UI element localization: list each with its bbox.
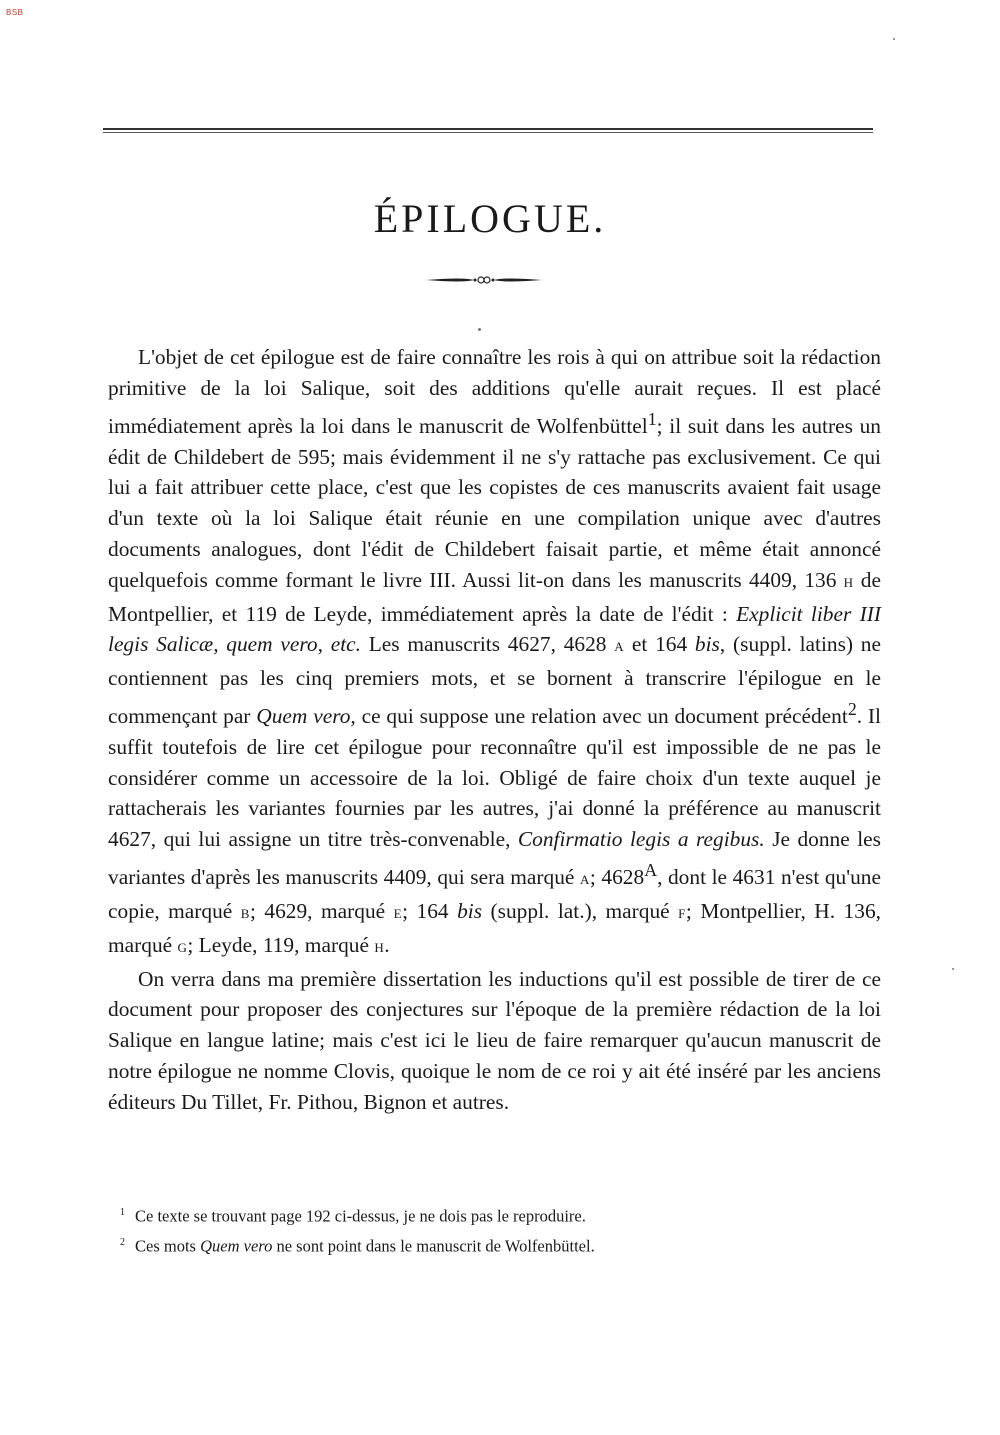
italic-text: Quem vero, (256, 704, 356, 729)
manuscript-siglum: A (579, 872, 590, 888)
text-run: . (384, 932, 390, 957)
footnotes (120, 1200, 820, 1259)
paper-speck (478, 328, 481, 331)
footnote (120, 1200, 820, 1230)
footnote-ref: A (644, 860, 658, 880)
text-run: ; Montpellier, H. 136, marqué (108, 898, 881, 957)
body-paragraph (108, 342, 881, 964)
header-rule-thick (103, 128, 873, 130)
italic-text: bis (694, 632, 720, 657)
text-run: ; Leyde, 119, marqué (187, 932, 375, 957)
text-run: On verra dans ma première dissertation les inductions qu'il est possible de tirer de ce document pour proposer des conjectures sur l'époque de la première rédaction de la loi Salique en langue latine; mais c'est ici le lieu de faire remarquer qu'aucun manuscrit de notre épilogue ne nomme Clovis, quoique le nom de ce roi y ait été inséré par les anciens éditeurs Du Tillet, Fr. Pithou, Bignon et autres. (108, 966, 881, 1114)
footnote-mark: 2 (120, 1236, 125, 1248)
text-run: ; 4628 (589, 865, 645, 890)
manuscript-siglum: E (393, 905, 403, 921)
library-watermark: BSB (6, 8, 24, 17)
italic-text: bis (457, 898, 483, 923)
italic-text: Explicit liber III legis Salicæ, quem vero, etc. (108, 601, 881, 657)
manuscript-siglum: F (678, 905, 686, 921)
italic-text: Confirmatio legis a regibus. (517, 827, 765, 852)
text-run: ; il suit dans les autres un édit de Childebert de 595; mais évidemment il ne s'y rattache pas exclusivement. Ce qui lui a fait attribuer cette place, c'est que les copistes de ces manuscrits avaient fait usage d'un texte où la loi Salique était réunie en une compilation unique avec d'autres documents analogues, dont l'édit de Childebert faisait partie, et même était annoncé quelquefois comme formant le livre III. Aussi lit-on dans les manuscrits 4409, 136 (108, 413, 881, 592)
text-run: ce qui suppose une relation avec un document précédent (355, 704, 848, 729)
footnote-ref: 1 (647, 408, 657, 429)
footnote (120, 1230, 820, 1260)
text-run: L'objet de cet épilogue est de faire connaître les rois à qui on attribue soit la rédaction primitive de la loi Salique, soit des additions qu'elle aurait reçues. Il est placé immédiatement après la loi dans le manuscrit de Wolfenbüttel (108, 345, 881, 438)
body-paragraph (108, 964, 881, 1118)
text-run: Je donne les variantes d'après les manuscrits 4409, qui sera marqué (108, 827, 881, 890)
ornament-divider (424, 272, 544, 288)
paper-speck (893, 38, 895, 40)
text-run: Ce texte se trouvant page 192 ci-dessus, je ne dois pas le reproduire. (135, 1206, 586, 1226)
text-run: Les manuscrits 4627, 4628 (360, 632, 615, 657)
text-run: (suppl. lat.), marqué (482, 898, 679, 923)
page-title: ÉPILOGUE. (373, 196, 607, 241)
header-rule-thin (103, 132, 873, 133)
manuscript-siglum: G (177, 939, 188, 955)
main-text (108, 342, 881, 1118)
text-run: ; 164 (402, 898, 458, 923)
text-run: et 164 (624, 632, 695, 657)
footnote-ref: 2 (847, 698, 857, 719)
manuscript-siglum: H (374, 939, 385, 955)
text-run: Ces mots (135, 1236, 201, 1255)
italic-text: Quem vero (200, 1236, 273, 1255)
text-run: , dont le 4631 n'est qu'une copie, marqué (108, 865, 881, 923)
text-run: de Montpellier, et 119 de Leyde, immédiatement après la date de l'édit : (108, 567, 881, 626)
text-run: ne sont point dans le manuscrit de Wolfenbüttel. (272, 1236, 595, 1255)
text-run: . Il suffit toutefois de lire cet épilogue pour reconnaître qu'il est impossible de ne pas le considérer comme un accessoire de la loi. Obligé de faire choix d'un texte auquel je rattacherais les variantes fournies par les autres, j'ai donné la préférence au manuscrit 4627, qui lui assigne un titre très-convenable, (108, 704, 882, 852)
manuscript-siglum: A (614, 639, 625, 655)
paper-speck (952, 968, 954, 970)
text-run: , (suppl. latins) ne contiennent pas les cinq premiers mots, et se bornent à transcrire l'épilogue en le commençant par (108, 632, 881, 729)
manuscript-siglum: B (240, 905, 250, 921)
footnote-mark: 1 (120, 1207, 125, 1218)
text-run: ; 4629, marqué (249, 898, 394, 923)
manuscript-siglum: H (843, 574, 854, 590)
